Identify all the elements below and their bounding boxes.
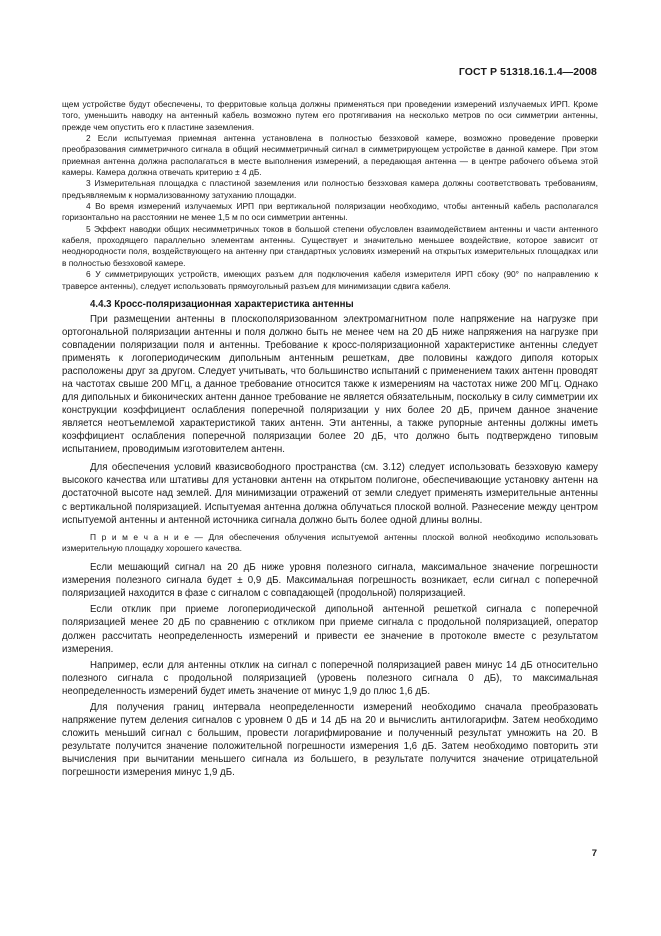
- note-paragraph: 3 Измерительная площадка с пластиной заземления или полностью безэховая камера должны соответствовать требованиям, предъявляемым к нормализованному затуханию площадки.: [62, 178, 598, 200]
- notes-continued: [62, 99, 598, 292]
- body-paragraph: Если мешающий сигнал на 20 дБ ниже уровня полезного сигнала, максимальное значение погрешности измерения полезного сигнала будет ± 0,9 дБ. Максимальная погрешность возникает, если сигнал с поперечной поляризацией находится в фазе с сигналом с совпадающей (продольной) поляризацией.: [62, 562, 598, 600]
- note-paragraph: щем устройстве будут обеспечены, то ферритовые кольца должны применяться при проведении измерений излучаемых ИРП. Кроме того, уменьшить наводку на антенный кабель возможно путем его протягивания на несколько метров по оси симметрии антенны, прежде чем опустить его к пластине заземления.: [62, 99, 598, 132]
- note-paragraph: 6 У симметрирующих устройств, имеющих разъем для подключения кабеля измерителя ИРП сбоку (90° по направлению к траверсе антенны), следует использовать прямоугольный разъем для минимизации сдвига кабеля.: [62, 269, 598, 291]
- body-paragraph: Для получения границ интервала неопределенности измерений необходимо сначала преобразовать напряжение путем деления сигналов с уровнем 0 дБ и 14 дБ на 20 и вычислить антилогарифм. Затем необходимо сложить меньший сигнал с большим, провести логарифмирование и полученный результат умножить на 20. В результате получится значение положительной погрешности измерения 1,6 дБ. Затем необходимо повторить эти вычисления при вычитании меньшего сигнала из большего, в результате получится значение отрицательной погрешности измерения минус 1,9 дБ.: [62, 701, 598, 778]
- page-content: [62, 99, 598, 779]
- body-paragraph: При размещении антенны в плоскополяризованном электромагнитном поле напряжение на нагрузке при ортогональной поляризации антенны и поля должно быть не менее чем на 20 дБ ниже напряжения на нагрузке при совпадении поляризации поля и антенны. Требование к кросс-поляризационной характеристике антенны следует применять к логопериодическим дипольным антенным решеткам, две половины каждого диполя которых расположены друг за другом. Следует учитывать, что большинство испытаний с применением таких антенн проводят на частотах свыше 200 МГц, а данное требование относится также к измерениям на частотах ниже 200 МГц. Однако для дипольных и биконических антенн данное требование не является обязательным, поскольку в силу симметрии их конструкции коэффициент ослабления поперечной поляризации у них более 20 дБ, причем данное значение является неотъемлемой характеристикой таких антенн. Эти антенны, а также рупорные антенны должны иметь коэффициент ослабления поперечной поляризации более 20 дБ, что должно быть подтверждено типовым испытанием, проводимым изготовителем антенн.: [62, 313, 598, 456]
- note-paragraph: 4 Во время измерений излучаемых ИРП при вертикальной поляризации необходимо, чтобы антенный кабель располагался горизонтально на расстоянии не менее 1,5 м по оси симметрии антенны.: [62, 201, 598, 223]
- section-heading: 4.4.3 Кросс-поляризационная характеристика антенны: [90, 298, 354, 310]
- page-number: 7: [591, 848, 597, 859]
- body-paragraph: Для обеспечения условий квазисвободного пространства (см. 3.12) следует использовать безэховую камеру высокого качества или штативы для установки антенн на открытом полигоне, обеспечивающие установку антенн на достаточной высоте над землей. Для минимизации отражений от земли следует применять измерительные антенны с вертикальной поляризацией. Испытуемая антенна должна облучаться плоской волной. Разнесение между центром испытуемой антенны и антенной источника сигнала должно быть более одной длины волны.: [62, 462, 598, 526]
- body-paragraph: Если отклик при приеме логопериодической дипольной антенной решеткой сигнала с поперечной поляризацией менее 20 дБ по сравнению с откликом при приеме сигнала с продольной поляризацией, оператор должен рассчитать неопределенность измерений и привести ее значение в протоколе вместе с результатом измерения.: [62, 604, 598, 655]
- note-paragraph: 5 Эффект наводки общих несимметричных токов в большой степени обусловлен взаимодействием антенны и части антенного кабеля, проходящего параллельно элементам антенны. Существует и значительно меньшее воздействие, которое зависит от неоднородности поля, воздействующего на антенну при стандартных условиях измерений на открытых измерительных площадках или в полностью безэховой камере.: [62, 223, 598, 268]
- section-note: [62, 532, 598, 555]
- section-body-before-note: [62, 313, 598, 527]
- note-paragraph: 2 Если испытуемая приемная антенна установлена в полностью безэховой камере, возможно проведение проверки преобразования симметричного сигнала в общий несимметричный сигнал в симметрирующем устройстве в данной камере. При этом приемная антенна должна располагаться в месте выполнения измерений, а передающая антенна — в центре рабочего объема этой камеры. Камера должна отвечать критерию ± 4 дБ.: [62, 133, 598, 178]
- note-text: — Для обеспечения облучения испытуемой антенны плоской волной необходимо использовать измерительную площадку хорошего качества.: [62, 531, 598, 553]
- standard-header: ГОСТ Р 51318.16.1.4—2008: [458, 66, 597, 78]
- body-paragraph: Например, если для антенны отклик на сигнал с поперечной поляризацией равен минус 14 дБ относительно полезного сигнала с продольной поляризацией (уровень полезного сигнала 0 дБ), то максимальная неопределенность измерений будет иметь значение от минус 1,9 до плюс 1,6 дБ.: [62, 659, 598, 697]
- note-label: П р и м е ч а н и е: [90, 531, 189, 542]
- section-body-after-note: [62, 561, 598, 779]
